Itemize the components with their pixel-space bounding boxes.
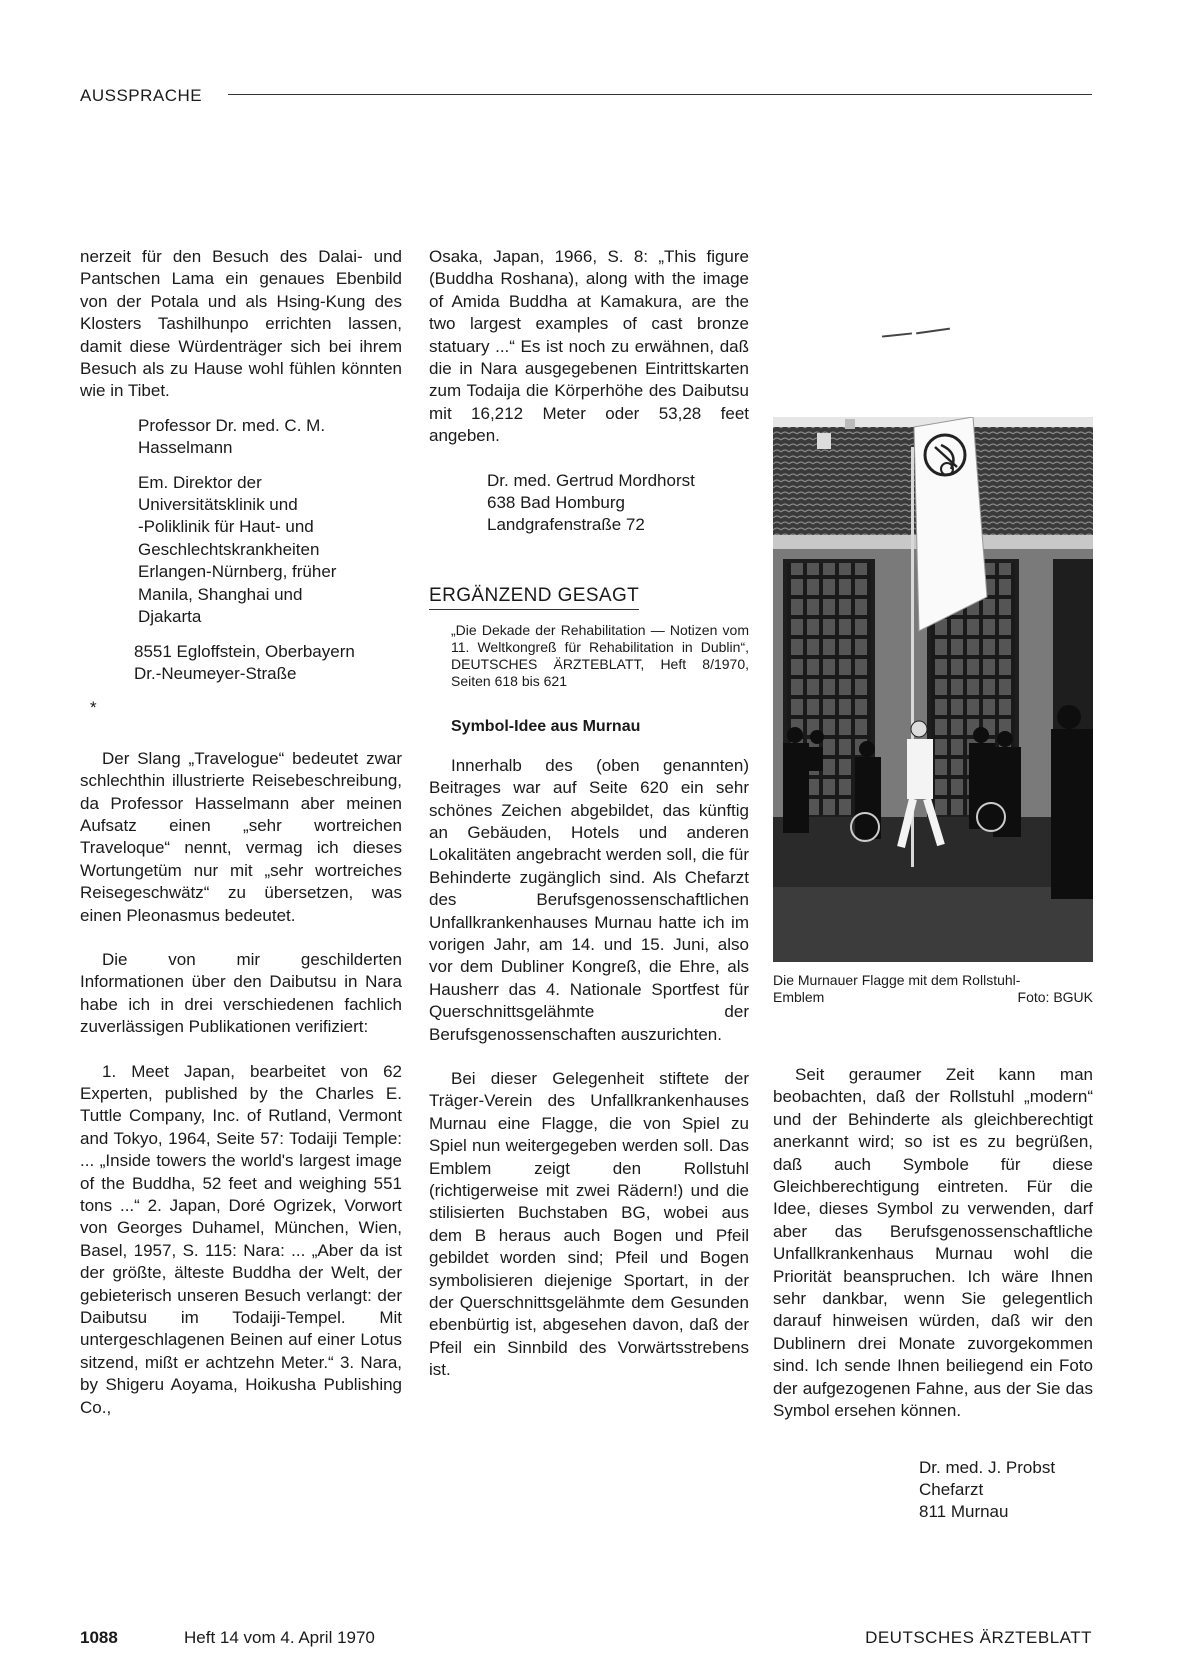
signature-line: Geschlechtskrankheiten (138, 539, 320, 559)
paragraph: Innerhalb des (oben genannten) Beitrages war auf Seite 620 ein sehr schönes Zeichen abgebildet, das künftig an Gebäuden, Hotels und anderen Lokalitäten angebracht werden soll, die für Behinderte zugänglich sind. Als Chefarzt des Berufsgenossenschaftlichen Unfallkrankenhauses Murnau hatte ich im vorigen Jahr, am 14. und 15. Juni, also vor dem Dubliner Kongreß, die Ehre, als Hausherr das 4. Nationale Sportfest für Querschnittsgelähmte der Berufsgenossenschaften auszurichten. (429, 755, 749, 1044)
separator-asterisk: * (90, 698, 97, 718)
signature-line: Djakarta (138, 607, 202, 627)
paragraph: Die von mir geschilderten Informationen über den Daibutsu in Nara habe ich in drei verschiedenen fachlich zuverlässigen Publikationen verifiziert: (80, 949, 402, 1037)
signature-line: Erlangen-Nürnberg, früher (138, 562, 337, 582)
signature-name: Professor Dr. med. C. M. (138, 415, 326, 435)
paragraph: Seit geraumer Zeit kann man beobachten, daß der Rollstuhl „modern“ und der Behinderte als gleichberechtigt anerkannt wird; so ist es zu begrüßen, daß auch Symbole für diese Gleichberechtigung eintreten. Für die Idee, dieses Symbol zu verwenden, darf aber das Berufsgenossenschaftliche Unfallkrankenhaus Murnau wohl die Priorität beanspruchen. Ich wäre Ihnen sehr dankbar, wenn Sie gelegentlich darauf hinweisen würden, daß wir den Dublinern drei Monate zuvorgekommen sind. Ich sende Ihnen beiliegend ein Foto der aufgezogenen Fahne, aus der Sie das Symbol ersehen können. (773, 1065, 1093, 1421)
signature-line: Dr.-Neumeyer-Straße (134, 663, 297, 683)
section-header: AUSSPRACHE (80, 86, 203, 105)
photo-flag (773, 417, 1093, 962)
signature-line: 811 Murnau (919, 1502, 1009, 1522)
signature-line: Chefarzt (919, 1479, 984, 1499)
signature-address (80, 641, 402, 686)
decorative-dash (882, 332, 912, 337)
signature-line: Dr. med. J. Probst (919, 1457, 1056, 1477)
page-number: 1088 (80, 1628, 118, 1647)
signature-affiliation (80, 472, 402, 629)
signature-line: Manila, Shanghai und (138, 584, 303, 604)
signature-line: Em. Direktor der (138, 472, 262, 492)
signature-name: Hasselmann (138, 438, 233, 458)
paragraph: Der Slang „Travelogue“ bedeutet zwar schlechthin illustrierte Reisebeschreibung, da Professor Hasselmann aber meinen Aufsatz einen „sehr wortreichen Traveloque“ nennt, vermag ich dieses Wortungetüm nur mit „sehr wortreiches Reisegeschwätz“ zu übersetzen, was einen Pleonasmus bedeutet. (80, 748, 402, 925)
signature-line: Universitätsklinik und (138, 495, 298, 515)
column-left (80, 246, 402, 1419)
signature (429, 470, 749, 537)
signature-line: 638 Bad Homburg (487, 493, 625, 513)
signature (773, 1457, 1093, 1524)
paragraph: 1. Meet Japan, bearbeitet von 62 Experten, published by the Charles E. Tuttle Company, Inc. of Rutland, Vermont and Tokyo, 1964, Seite 57: Todaiji Temple: ... „Inside towers the world's largest image of the Buddha, 52 feet and weighing 551 tons ...“ 2. Japan, Doré Ogrizek, Vorwort von Georges Duhamel, München, Wien, Basel, 1957, S. 115: Nara: ... „Aber da ist der größte, älteste Buddha der Welt, der gebieterisch unseren Besuch verlangt: der Daibutsu im Todaiji-Tempel. Mit untergeschlagenen Beinen auf einer Lotus sitzend, mißt er achtzehn Meter.“ 3. Nara, by Shigeru Aoyama, Hoikusha Publishing Co., (80, 1061, 402, 1417)
paragraph: nerzeit für den Besuch des Dalai- und Pantschen Lama ein genaues Ebenbild von der Potala und als Hsing-Kung des Klosters Tashilhunpo errichten lassen, damit diese Würdenträger sich bei ihrem Besuch als zu Hause wohl fühlen könnten wie in Tibet. (80, 247, 402, 401)
column-middle (429, 246, 749, 1382)
caption-text: Emblem (773, 989, 825, 1005)
signature-line: -Poliklinik für Haut- und (138, 517, 314, 537)
reference-note: „Die Dekade der Rehabilitation — Notizen vom 11. Weltkongreß für Rehabilitation in Dublin“, DEUTSCHES ÄRZTEBLATT, Heft 8/1970, Seiten 618 bis 621 (451, 622, 749, 690)
section-title: ERGÄNZEND GESAGT (429, 585, 639, 610)
signature-line: Dr. med. Gertrud Mordhorst (487, 470, 695, 490)
photo-credit: Foto: BGUK (1017, 989, 1093, 1005)
caption-text: Die Murnauer Flagge mit dem Rollstuhl- (773, 972, 1021, 988)
signature-line: Landgrafenstraße 72 (487, 515, 645, 535)
issue-info: Heft 14 vom 4. April 1970 (184, 1628, 375, 1647)
header-rule (228, 94, 1092, 95)
paragraph: Bei dieser Gelegenheit stiftete der Träger-Verein des Unfallkrankenhauses Murnau eine Flagge, die von Spiel zu Spiel nun weitergegeben werden soll. Das Emblem zeigt den Rollstuhl (richtigerweise mit zwei Rädern!) und die stilisierten Buchstaben BG, wobei aus dem B heraus auch Bogen und Pfeil gebildet worden sind; Pfeil und Bogen symbolisieren diejenige Sportart, in der der Querschnittsgelähmte dem Gesunden ebenbürtig ist, abgesehen davon, daß der Pfeil ein Sinnbild des Vorwärtsstrebens ist. (429, 1068, 749, 1380)
column-right (773, 1064, 1093, 1524)
photo-caption (773, 972, 1093, 1006)
signature-line: 8551 Egloffstein, Oberbayern (134, 641, 355, 661)
decorative-dash (916, 328, 950, 334)
article-subheading: Symbol-Idee aus Murnau (451, 718, 641, 736)
paragraph: Osaka, Japan, 1966, S. 8: „This figure (Buddha Roshana), along with the image of Amida Buddha at Kamakura, are the two largest examples of cast bronze statuary ...“ Es ist noch zu erwähnen, daß die in Nara ausgegebenen Eintrittskarten zum Todaija die Körperhöhe des Daibutsu mit 16,212 Meter oder 53,28 feet angeben. (429, 247, 749, 446)
journal-name: DEUTSCHES ÄRZTEBLATT (865, 1628, 1092, 1647)
